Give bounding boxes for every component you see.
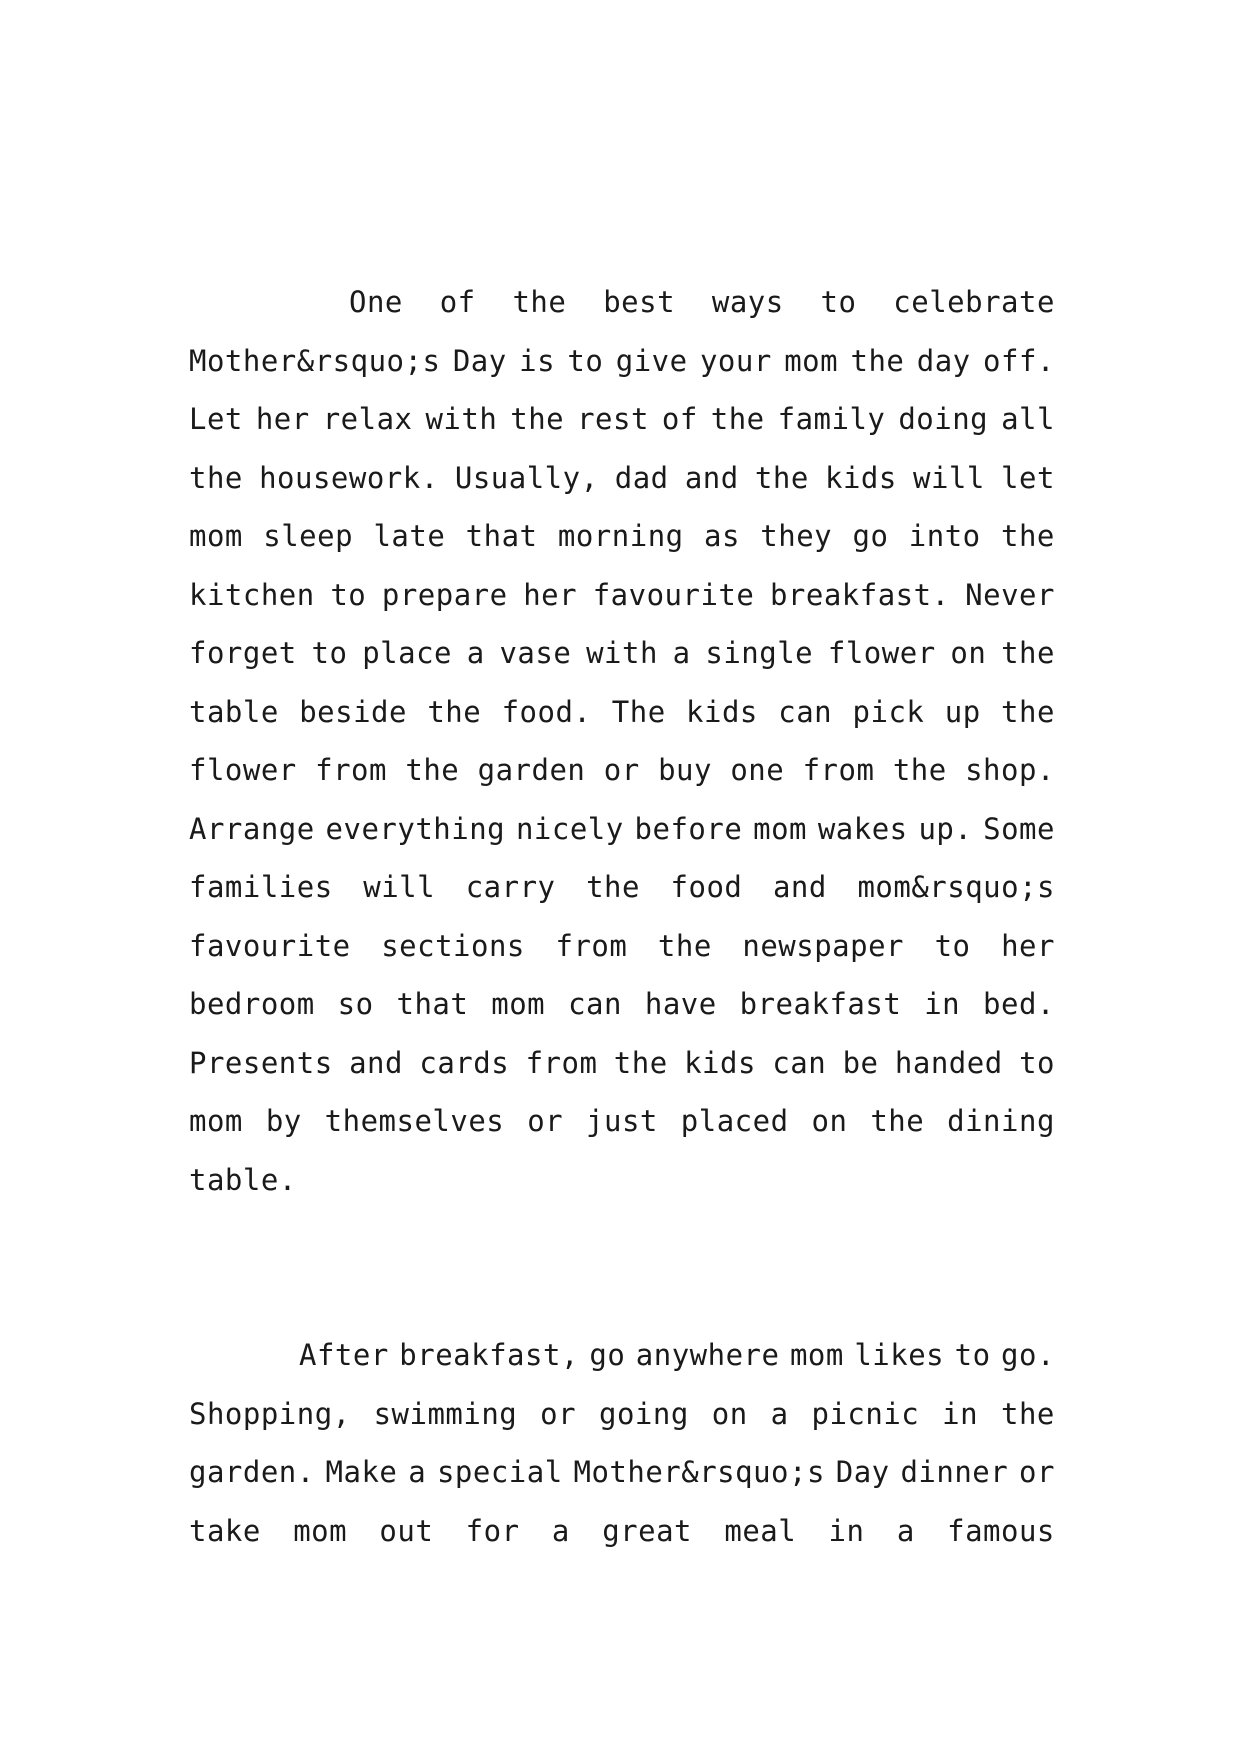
word: a xyxy=(896,1513,915,1548)
word: the xyxy=(657,928,712,963)
word: special xyxy=(436,1455,563,1489)
word: Mother&rsquo;s xyxy=(573,1455,825,1489)
word: that xyxy=(396,987,469,1021)
word: give xyxy=(615,343,688,378)
word: the xyxy=(1001,1396,1055,1431)
word: the xyxy=(586,870,640,904)
word: in xyxy=(828,1513,865,1548)
word: mom xyxy=(293,1513,348,1548)
word: nicely xyxy=(515,811,624,846)
word: from xyxy=(525,1045,598,1080)
word: can xyxy=(772,1045,827,1080)
word: morning xyxy=(557,519,684,553)
paragraph-1 xyxy=(189,273,1055,1209)
word: of xyxy=(439,285,476,319)
word: go. xyxy=(1001,1338,1055,1372)
word: shop. xyxy=(965,753,1055,787)
word: dining xyxy=(947,1104,1055,1138)
word: go xyxy=(852,519,889,553)
word: the xyxy=(512,285,567,319)
word: the xyxy=(1001,519,1055,553)
word: off. xyxy=(983,343,1055,378)
word: the xyxy=(754,460,809,495)
word: anywhere xyxy=(635,1338,780,1372)
word: Usually, xyxy=(454,460,599,495)
text-line xyxy=(189,1092,1055,1151)
word: the xyxy=(427,694,482,729)
word: of xyxy=(661,402,698,436)
word: kitchen xyxy=(189,577,315,612)
word: mom xyxy=(189,519,243,553)
word: all xyxy=(1001,402,1055,436)
word: family xyxy=(777,402,886,436)
word: so xyxy=(337,987,374,1021)
word: swimming xyxy=(373,1396,518,1431)
text-line xyxy=(189,449,1055,508)
word: the xyxy=(850,343,905,378)
word: up. xyxy=(918,811,973,846)
word: favourite xyxy=(189,928,351,963)
word: celebrate xyxy=(893,285,1055,319)
word: ways xyxy=(711,285,784,319)
word: going xyxy=(599,1396,689,1431)
word: the xyxy=(1001,636,1055,670)
word: just xyxy=(586,1104,658,1138)
text-line xyxy=(189,566,1055,625)
word: a xyxy=(672,636,691,670)
word: mom xyxy=(784,343,839,378)
word: buy xyxy=(658,753,712,787)
word: Let xyxy=(189,402,243,436)
word: famous xyxy=(947,1513,1055,1548)
text-line xyxy=(189,975,1055,1034)
word: and xyxy=(772,870,827,904)
word: is xyxy=(519,343,556,378)
word: vase xyxy=(499,636,572,670)
word: breakfast. xyxy=(769,577,950,612)
word: mom&rsquo;s xyxy=(857,870,1055,904)
word: go xyxy=(589,1338,626,1372)
word: Presents xyxy=(189,1045,333,1080)
word: favourite xyxy=(592,577,755,612)
word: relax xyxy=(322,402,413,436)
word: from xyxy=(555,928,628,963)
word: dad xyxy=(614,460,669,495)
word: late xyxy=(373,519,446,553)
word: into xyxy=(908,519,981,553)
word: forget xyxy=(189,636,297,670)
word: Some xyxy=(983,811,1055,846)
word: prepare xyxy=(381,577,508,612)
word: to xyxy=(330,577,367,612)
word: Never xyxy=(965,577,1055,612)
word: mom xyxy=(189,1104,243,1138)
word: garden. xyxy=(189,1455,315,1489)
word: likes xyxy=(854,1338,945,1372)
word: picnic xyxy=(811,1396,920,1431)
word: be xyxy=(842,1045,879,1080)
word: take xyxy=(189,1513,261,1548)
word: garden xyxy=(477,753,586,787)
text-line xyxy=(189,917,1055,976)
text-line xyxy=(189,1385,1055,1444)
word: to xyxy=(311,636,348,670)
word: placed xyxy=(680,1104,789,1138)
word: everything xyxy=(325,811,506,846)
text-line xyxy=(189,1326,1055,1385)
text-line xyxy=(189,1151,1055,1210)
word: to xyxy=(820,285,857,319)
word: out xyxy=(379,1513,434,1548)
word: before xyxy=(634,811,743,846)
word: for xyxy=(465,1513,520,1548)
word: the xyxy=(613,1045,668,1080)
word: the xyxy=(405,753,460,787)
word: mom xyxy=(753,811,807,846)
word: with xyxy=(425,402,498,436)
word: the xyxy=(189,460,243,495)
word: table. xyxy=(189,1162,297,1197)
word: food xyxy=(670,870,743,904)
word: a xyxy=(770,1396,789,1431)
word: they xyxy=(760,519,833,553)
word: mom xyxy=(491,987,546,1021)
word: the xyxy=(510,402,565,436)
word: doing xyxy=(898,402,989,436)
word: to xyxy=(934,928,971,963)
word: Day xyxy=(452,343,507,378)
word: mom xyxy=(789,1338,844,1372)
text-line xyxy=(189,1502,1055,1561)
word: breakfast xyxy=(739,987,902,1021)
text-line xyxy=(189,507,1055,566)
word: a xyxy=(551,1513,570,1548)
word: her xyxy=(255,402,310,436)
word: the xyxy=(710,402,765,436)
word: best xyxy=(603,285,676,319)
text-line xyxy=(189,858,1055,917)
word: from xyxy=(802,753,875,787)
word: your xyxy=(699,343,772,378)
word: to xyxy=(954,1338,991,1372)
word: Arrange xyxy=(189,811,315,846)
word: One xyxy=(349,285,403,319)
word: as xyxy=(703,519,740,553)
word: Make xyxy=(325,1455,398,1489)
word: with xyxy=(586,636,658,670)
word: on xyxy=(950,636,987,670)
word: or xyxy=(603,753,640,787)
word: or xyxy=(540,1396,577,1431)
word: handed xyxy=(894,1045,1003,1080)
word: newspaper xyxy=(742,928,905,963)
word: kids xyxy=(684,1045,756,1080)
word: kids xyxy=(686,694,758,729)
word: meal xyxy=(724,1513,797,1548)
word: beside xyxy=(299,694,407,729)
word: to xyxy=(567,343,604,378)
word: cards xyxy=(419,1045,510,1080)
word: Mother&rsquo;s xyxy=(189,343,441,378)
word: a xyxy=(408,1455,427,1489)
word: great xyxy=(602,1513,693,1548)
word: day xyxy=(916,343,971,378)
word: her xyxy=(523,577,578,612)
word: After xyxy=(299,1338,389,1372)
word: the xyxy=(1001,694,1055,729)
word: up xyxy=(944,694,981,729)
word: flower xyxy=(189,753,297,787)
word: wakes xyxy=(817,811,908,846)
text-line xyxy=(189,800,1055,859)
word: on xyxy=(711,1396,748,1431)
word: and xyxy=(684,460,739,495)
text-line xyxy=(189,683,1055,742)
word: single xyxy=(705,636,814,670)
text-line xyxy=(189,1034,1055,1093)
word: one xyxy=(730,753,785,787)
word: flower xyxy=(827,636,936,670)
word: a xyxy=(466,636,485,670)
text-line xyxy=(189,624,1055,683)
word: by xyxy=(265,1104,302,1138)
word: carry xyxy=(465,870,556,904)
word: table xyxy=(189,694,279,729)
word: housework. xyxy=(259,460,439,495)
word: will xyxy=(363,870,436,904)
word: bed. xyxy=(983,987,1055,1021)
word: The xyxy=(611,694,666,729)
word: her xyxy=(1001,928,1055,963)
word: in xyxy=(924,987,961,1021)
word: bedroom xyxy=(189,987,315,1021)
word: themselves xyxy=(324,1104,505,1138)
text-line xyxy=(189,390,1055,449)
word: will xyxy=(913,460,985,495)
word: let xyxy=(1001,460,1055,495)
text-line xyxy=(189,741,1055,800)
word: or xyxy=(1019,1455,1055,1489)
word: food. xyxy=(501,694,592,729)
word: that xyxy=(465,519,538,553)
word: rest xyxy=(577,402,649,436)
word: the xyxy=(892,753,947,787)
word: from xyxy=(315,753,387,787)
word: have xyxy=(644,987,717,1021)
word: can xyxy=(778,694,833,729)
text-line xyxy=(189,332,1055,391)
word: sections xyxy=(381,928,525,963)
word: sleep xyxy=(263,519,354,553)
word: kids xyxy=(824,460,897,495)
word: pick xyxy=(852,694,925,729)
word: dinner xyxy=(900,1455,1009,1489)
word: and xyxy=(349,1045,403,1080)
word: in xyxy=(942,1396,979,1431)
paragraph-2 xyxy=(189,1326,1055,1560)
word: or xyxy=(527,1104,564,1138)
word: Shopping, xyxy=(189,1396,351,1431)
word: can xyxy=(568,987,622,1021)
word: Day xyxy=(835,1455,890,1489)
word: on xyxy=(811,1104,848,1138)
word: place xyxy=(362,636,452,670)
word: to xyxy=(1019,1045,1055,1080)
text-line xyxy=(189,1443,1055,1502)
word: families xyxy=(189,870,333,904)
text-line xyxy=(189,273,1055,332)
word: breakfast, xyxy=(399,1338,579,1372)
word: the xyxy=(870,1104,925,1138)
